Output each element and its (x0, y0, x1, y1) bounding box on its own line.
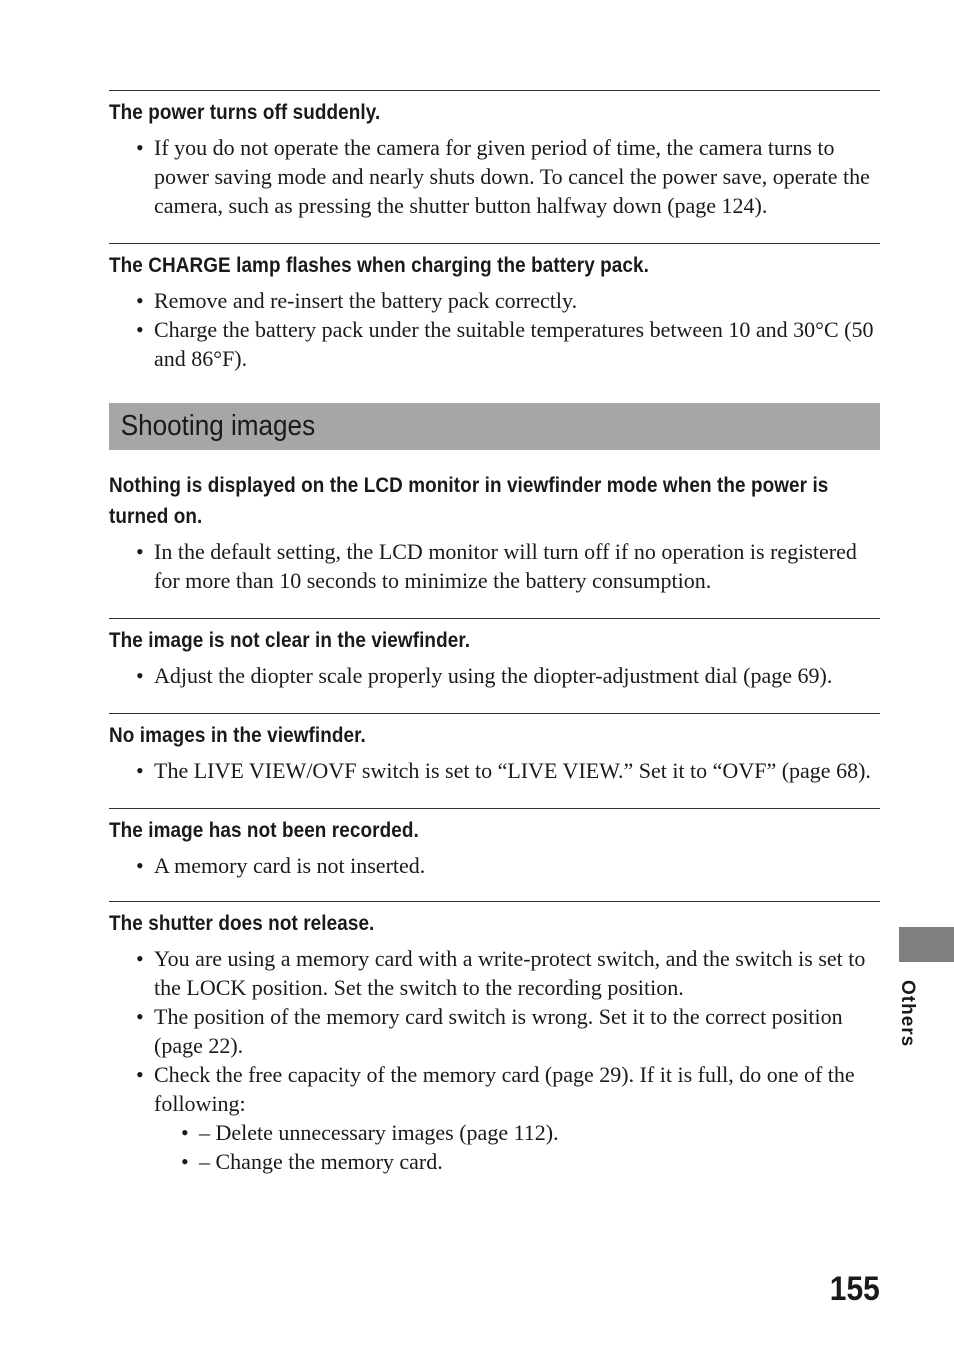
section-no-images (109, 713, 880, 785)
sub-list-item: • – Delete unnecessary images (page 112). (154, 1118, 880, 1147)
bullet-list (109, 756, 880, 785)
list-item-text: Check the free capacity of the memory card (page 29). If it is full, do one of the following: (154, 1062, 855, 1116)
list-item: • Remove and re-insert the battery pack correctly. (109, 286, 880, 315)
list-item: • You are using a memory card with a write-protect switch, and the switch is set to the LOCK position. Set the switch to the recording position. (109, 944, 880, 1002)
chapter-tab-marker (899, 927, 954, 962)
section-heading: No images in the viewfinder. (109, 723, 366, 747)
section-heading: The power turns off suddenly. (109, 100, 381, 124)
bullet-list (109, 537, 880, 595)
list-item (109, 1060, 880, 1176)
bullet-list (109, 286, 880, 373)
list-item: • The position of the memory card switch is wrong. Set it to the correct position (page 22). (109, 1002, 880, 1060)
sub-list-item: • – Change the memory card. (154, 1147, 880, 1176)
bullet-list (109, 944, 880, 1176)
manual-page (109, 90, 880, 1176)
section-shutter (109, 901, 880, 1176)
list-item: • Adjust the diopter scale properly using the diopter-adjustment dial (page 69). (109, 661, 880, 690)
chapter-label: Others (897, 980, 918, 1048)
list-item: • A memory card is not inserted. (109, 851, 880, 880)
section-not-clear (109, 618, 880, 690)
list-item: • If you do not operate the camera for given period of time, the camera turns to power saving mode and nearly shuts down. To cancel the power save, operate the camera, such as pressing the shutter button halfway down (page 124). (109, 133, 880, 220)
section-lcd-nothing (109, 470, 880, 595)
section-charge-lamp (109, 243, 880, 373)
section-heading: The CHARGE lamp flashes when charging the battery pack. (109, 253, 649, 277)
section-heading: The shutter does not release. (109, 911, 375, 935)
section-banner (109, 403, 880, 450)
list-item: • Charge the battery pack under the suitable temperatures between 10 and 30°C (50 and 86°F). (109, 315, 880, 373)
page-number: 155 (830, 1270, 880, 1308)
bullet-list (109, 661, 880, 690)
banner-title: Shooting images (120, 410, 316, 442)
section-power-off (109, 90, 880, 220)
list-item: • The LIVE VIEW/OVF switch is set to “LIVE VIEW.” Set it to “OVF” (page 68). (109, 756, 880, 785)
bullet-list (109, 851, 880, 880)
section-not-recorded (109, 808, 880, 880)
sub-list (154, 1118, 880, 1176)
section-heading: Nothing is displayed on the LCD monitor in viewfinder mode when the power is turned on. (109, 473, 829, 528)
section-heading: The image is not clear in the viewfinder. (109, 628, 471, 652)
section-heading: The image has not been recorded. (109, 818, 419, 842)
bullet-list (109, 133, 880, 220)
list-item: • In the default setting, the LCD monitor will turn off if no operation is registered for more than 10 seconds to minimize the battery consumption. (109, 537, 880, 595)
